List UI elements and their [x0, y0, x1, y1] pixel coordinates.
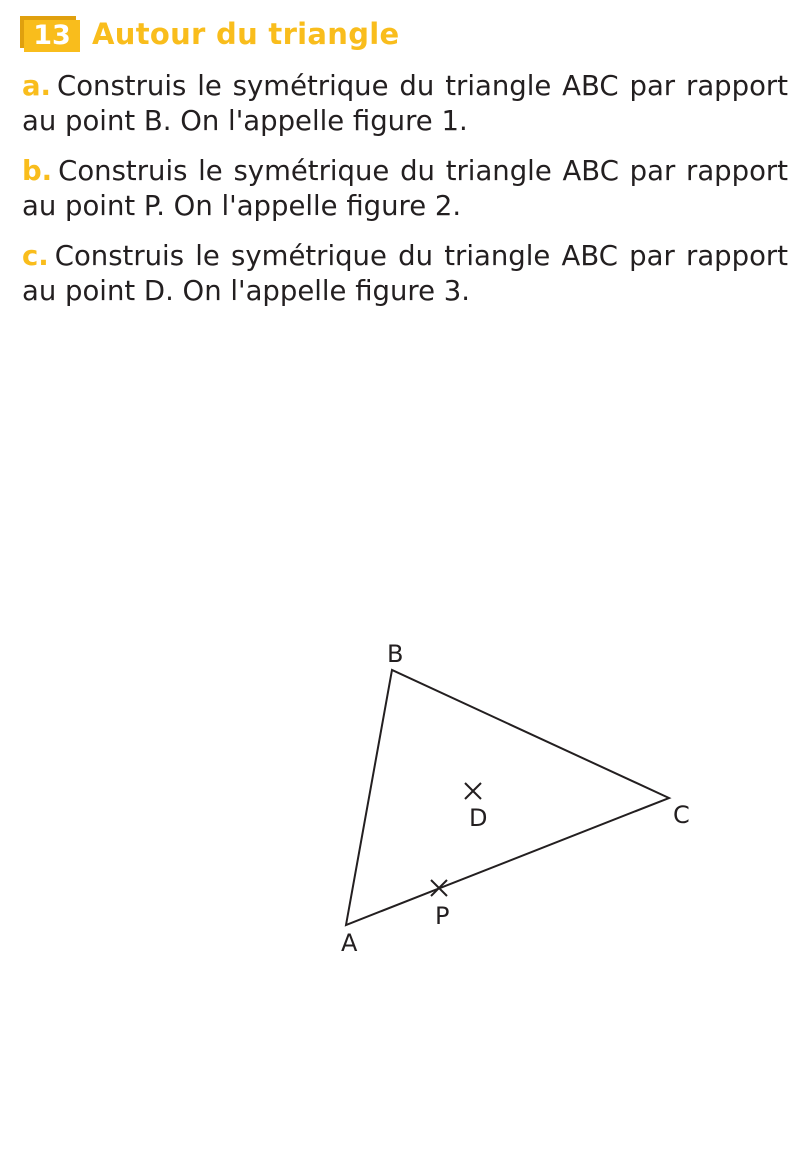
exercise-number: 13: [24, 20, 80, 52]
label-p: P: [435, 902, 450, 930]
triangle-abc: [346, 670, 669, 925]
label-c: C: [673, 801, 690, 829]
point-d-cross-mark: [465, 783, 481, 799]
instruction-letter: b.: [22, 155, 53, 187]
label-a: A: [341, 929, 358, 957]
instruction-text: Construis le symétrique du triangle ABC par rapport au point D. On l'appelle figure 3.: [22, 240, 788, 307]
label-b: B: [387, 640, 404, 668]
instruction-text: Construis le symétrique du triangle ABC par rapport au point B. On l'appelle figure 1.: [22, 70, 788, 137]
instruction-letter: c.: [22, 240, 49, 272]
instruction-text: Construis le symétrique du triangle ABC par rapport au point P. On l'appelle figure 2.: [22, 155, 788, 222]
point-p-cross-mark: [431, 880, 447, 896]
instruction-letter: a.: [22, 70, 52, 102]
label-d: D: [469, 804, 488, 832]
exercise-title: Autour du triangle: [92, 17, 400, 51]
